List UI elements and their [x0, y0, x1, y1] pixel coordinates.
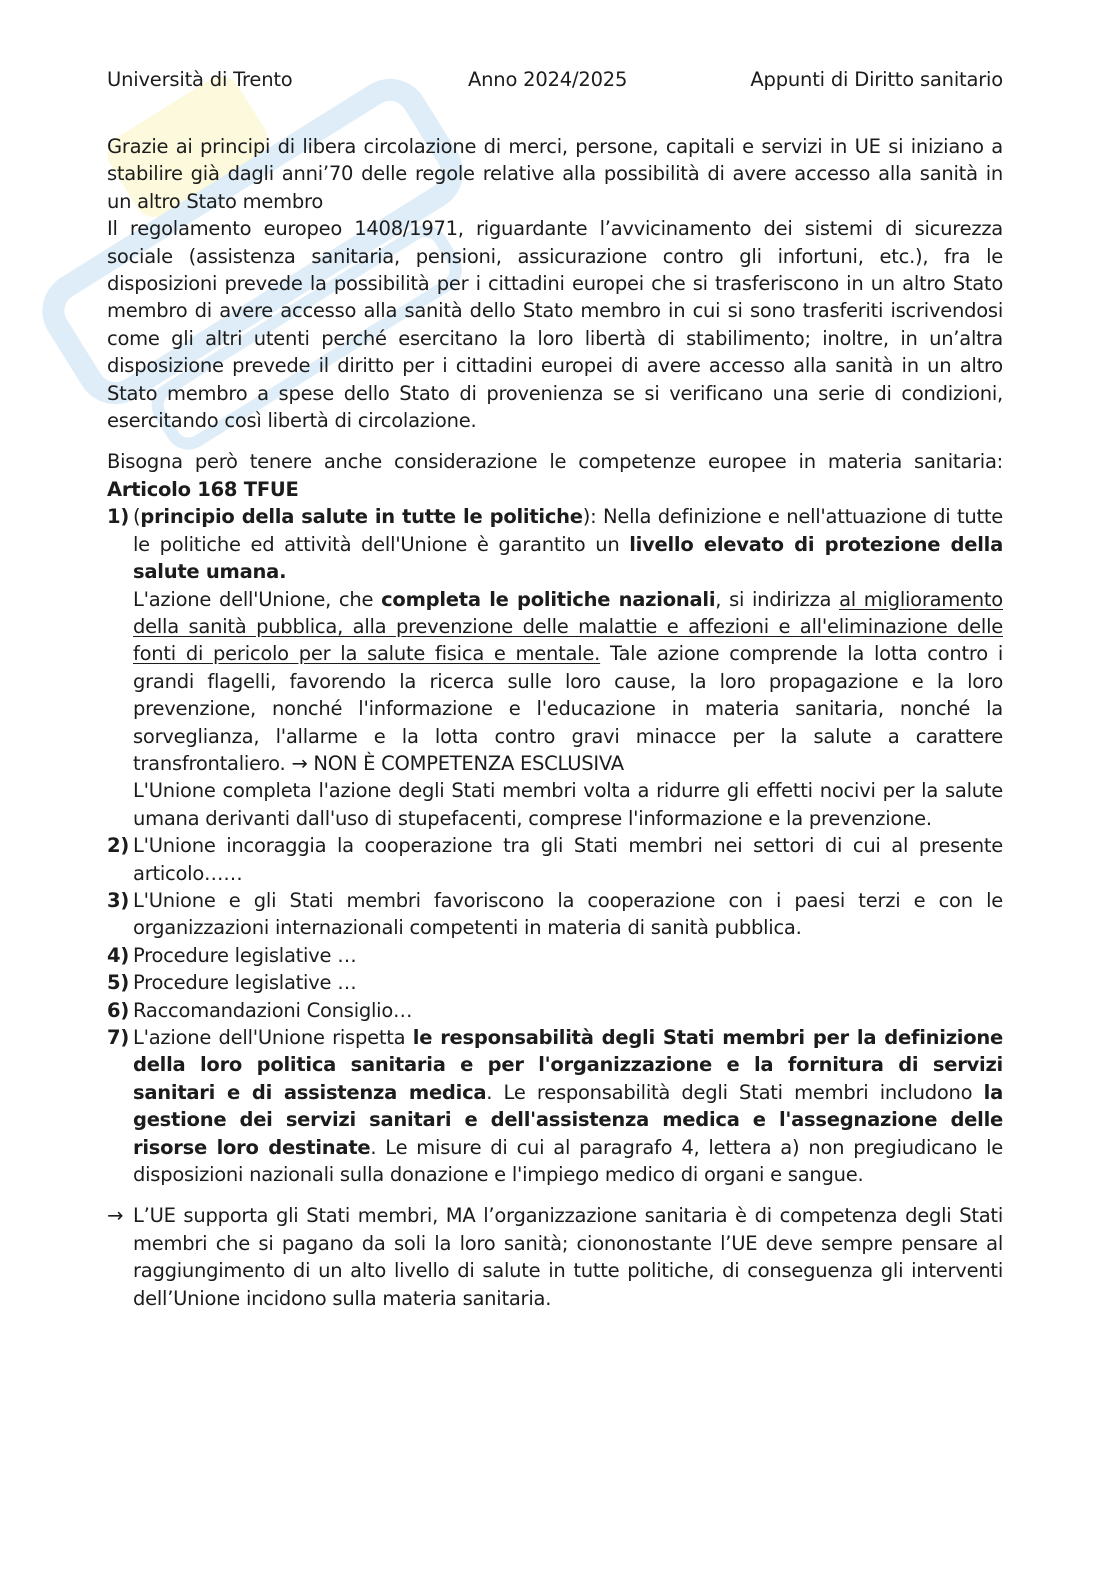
article-item-3	[107, 887, 1003, 942]
item-1-principle: (principio della salute in tutte le politiche): Nella definizione e nell'attuazione di tutte le politiche ed attività dell'Unione è garantito un livello elevato di protezione della salute umana.	[133, 505, 1003, 584]
item-7-responsibilities: le responsabilità degli Stati membri per la definizione della loro politica sanitaria e per l'organizzazione e la fornitura di servizi sanitari e di assistenza medica	[133, 1026, 1003, 1104]
item-1-protection-level: livello elevato di protezione della salute umana.	[133, 532, 1003, 584]
header-course: Appunti di Diritto sanitario	[750, 68, 1003, 91]
item-1-title: principio della salute in tutte le politiche	[140, 505, 583, 529]
arrow-right-icon: →	[107, 1204, 124, 1228]
article-item-2	[107, 832, 1003, 887]
item-7-management: la gestione dei servizi sanitari e dell'assistenza medica e l'assegnazione delle risorse loro destinate	[133, 1080, 1003, 1159]
intro-paragraph-1: Grazie ai principi di libera circolazione di merci, persone, capitali e servizi in UE si iniziano a stabilire già dagli anni’70 delle regole relative alla possibilità di avere accesso alla sanità in un altro Stato membro	[107, 135, 1003, 213]
item-number: 1)	[107, 505, 129, 529]
item-2-text: L'Unione incoraggia la cooperazione tra gli Stati membri nei settori di cui al presente articolo……	[133, 834, 1003, 885]
document-body	[107, 133, 1003, 1312]
article-item-1	[107, 503, 1003, 832]
item-3-text: L'Unione e gli Stati membri favoriscono la cooperazione con i paesi terzi e con le organizzazioni internazionali competenti in materia di sanità pubblica.	[133, 888, 1003, 940]
header-university: Università di Trento	[107, 68, 293, 91]
item-number: 5)	[107, 971, 129, 995]
competence-paragraph	[107, 448, 1003, 503]
item-number: 6)	[107, 998, 129, 1022]
item-6-text: Raccomandazioni Consiglio…	[133, 998, 413, 1022]
item-number: 3)	[107, 888, 129, 912]
item-number: 4)	[107, 943, 129, 967]
item-1-objectives: al miglioramento della sanità pubblica, alla prevenzione delle malattie e affezioni e all'eliminazione delle fonti di pericolo per la salute fisica e mentale.	[133, 587, 1003, 666]
item-1-complements: completa le politiche nazionali	[381, 587, 716, 611]
intro-paragraph-2: Il regolamento europeo 1408/1971, riguardante l’avvicinamento dei sistemi di sicurezza sociale (assistenza sanitaria, pensioni, assicurazione contro gli infortuni, etc.), fra le disposizioni prevede la possibilità per i cittadini europei che si trasferiscono in un altro Stato membro di avere accesso alla sanità dello Stato membro in cui si sono trasferiti iscrivendosi come gli altri utenti perché esercitano la loro libertà di stabilimento; inoltre, in un’altra disposizione prevede il diritto per i cittadini europei di avere accesso alla sanità in un altro Stato membro a spese dello Stato di provenienza se si verificano una serie di condizioni, esercitando così libertà di circolazione.	[107, 217, 1003, 433]
item-4-text: Procedure legislative …	[133, 943, 357, 967]
item-7-text: L'azione dell'Unione rispetta le responsabilità degli Stati membri per la definizione della loro politica sanitaria e per l'organizzazione e la fornitura di servizi sanitari e di assistenza medica. Le responsabilità degli Stati membri includono la gestione dei servizi sanitari e dell'assistenza medica e l'assegnazione delle risorse loro destinate. Le misure di cui al paragrafo 4, lettera a) non pregiudicano le disposizioni nazionali sulla donazione e l'impiego medico di organi e sangue.	[133, 1026, 1003, 1187]
article-item-6	[107, 997, 1003, 1024]
article-item-7	[107, 1024, 1003, 1188]
article-item-4	[107, 942, 1003, 969]
competence-lead: Bisogna però tenere anche considerazione le competenze europee in materia sanitaria:	[107, 450, 1003, 474]
header-year: Anno 2024/2025	[468, 68, 628, 91]
conclusion-text: L’UE supporta gli Stati membri, MA l’organizzazione sanitaria è di competenza degli Stati membri che si pagano da soli la loro sanità; ciononostante l’UE deve sempre pensare al raggiungimento di un alto livello di salute in tutte politiche, di conseguenza gli interventi dell’Unione incidono sulla materia sanitaria.	[133, 1204, 1003, 1310]
article-reference: Articolo 168 TFUE	[107, 477, 299, 501]
item-1-drugs: L'Unione completa l'azione degli Stati membri volta a ridurre gli effetti nocivi per la salute umana derivanti dall'uso di stupefacenti, comprese l'informazione e la prevenzione.	[133, 779, 1003, 830]
item-5-text: Procedure legislative …	[133, 971, 357, 995]
article-item-5	[107, 969, 1003, 996]
item-number: 7)	[107, 1026, 129, 1049]
item-1-action: L'azione dell'Unione, che completa le politiche nazionali, si indirizza al miglioramento della sanità pubblica, alla prevenzione delle malattie e affezioni e all'eliminazione delle fonti di pericolo per la salute fisica e mentale. Tale azione comprende la lotta contro i grandi flagelli, favorendo la ricerca sulle loro cause, la loro propagazione e la loro prevenzione, nonché l'informazione e l'educazione in materia sanitaria, nonché la sorveglianza, l'allarme e la lotta contro gravi minacce per la salute a carattere transfrontaliero. → NON È COMPETENZA ESCLUSIVA	[133, 587, 1003, 775]
page-header	[107, 68, 1003, 98]
item-number: 2)	[107, 834, 129, 858]
conclusion-note	[107, 1202, 1003, 1312]
